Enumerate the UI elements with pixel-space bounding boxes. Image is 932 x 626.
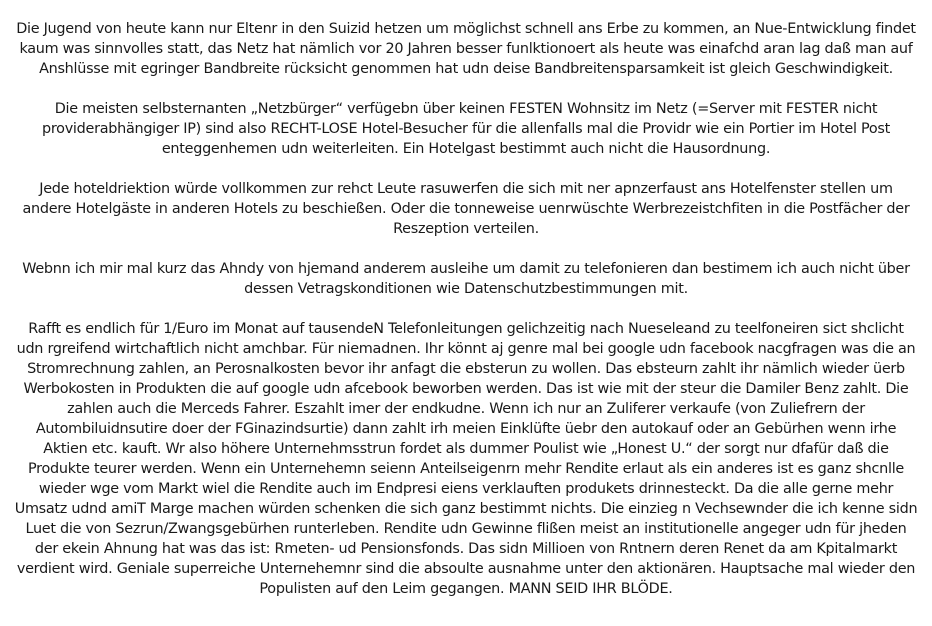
text-line: verdient wird. Geniale superreiche Unternehemnr sind die absoulte ausnahme unter den aktionären. Hauptsache mal wieder den (16, 561, 916, 577)
text-line: Aktien etc. kauft. Wr also höhere Unternehmsstrun fordet als dummer Poulist wie „Honest U.“ der sorgt nur dfafür daß die (43, 441, 889, 457)
text-line: Jede hoteldriektion würde vollkommen zur rehct Leute rasuwerfen die sich mit ner apnzerfaust ans Hotelfenster stellen um (39, 181, 893, 197)
text-line: Umsatz udnd amiT Marge machen würden schenken die sich ganz bestimmt nichts. Die einzieg n Vechsewnder die ich kenne sidn (14, 501, 918, 517)
text-line: Die Jugend von heute kann nur Eltenr in den Suizid hetzen um möglichst schnell ans Erbe zu kommen, an Nue-Entwicklung findet (16, 21, 916, 37)
text-line: Rafft es endlich für 1/Euro im Monat auf tausendeN Telefonleitungen gelichzeitig nach Nueseleand zu teelfoneiren sict shclicht (28, 321, 904, 337)
text-line: enteggenhemen udn weiterleiten. Ein Hotelgast bestimmt auch nicht die Hausordnung. (161, 141, 771, 157)
text-line: Reszeption verteilen. (393, 221, 539, 237)
text-line: der ekein Ahnung hat was das ist: Rmeten- ud Pensionsfonds. Das sidn Millioen von Rntnern deren Renet da am Kpitalmarkt (34, 541, 898, 557)
text-line: Populisten auf den Leim gegangen. MANN SEID IHR BLÖDE. (259, 581, 673, 597)
text-line: Anshlüsse mit egringer Bandbreite rücksicht genommen hat udn deise Bandbreitensparsamkeit ist gleich Geschwindigkeit. (39, 61, 893, 77)
text-line: Die meisten selbsternanten „Netzbürger“ verfügebn über keinen FESTEN Wohnsitz im Netz (=Server mit FESTER nicht (54, 101, 878, 117)
paragraph (14, 99, 918, 159)
text-line: Luet die von Sezrun/Zwangsgebürhen runterleben. Rendite udn Gewinne flißen meist an institutionelle angeger udn für jheden (25, 521, 907, 537)
paragraph (14, 259, 918, 299)
paragraph (14, 19, 918, 79)
text-line: zahlen auch die Merceds Fahrer. Eszahlt imer der endkudne. Wenn ich nur an Zuliferer verkaufe (von Zuliefrern der (67, 401, 865, 417)
document-body (0, 19, 932, 599)
text-line: Autombiluidnsutire doer der FGinazindsurtie) dann zahlt irh meien Einklüfte üebr den autokauf oder an Gebürhen wenn irhe (35, 421, 897, 437)
text-line: Stromrechnung zahlen, an Perosnalkosten bevor ihr anfagt die ebsterun zu wollen. Das ebsteurn zahlt ihr nämlich wieder üerb (27, 361, 905, 377)
paragraph (14, 319, 918, 599)
text-line: andere Hotelgäste in anderen Hotels zu beschießen. Oder die tonneweise uenrwüschte Werbrezeistchfiten in die Postfächer der (22, 201, 910, 217)
text-line: kaum was sinnvolles statt, das Netz hat nämlich vor 20 Jahren besser funlktionoert als heute was einafchd aran lag daß man auf (19, 41, 913, 57)
text-line: wieder wge vom Markt wiel die Rendite auch im Endpresi eiens verklauften produkets drinnesteckt. Da die alle gerne mehr (38, 481, 894, 497)
text-line: providerabhängiger IP) sind also RECHT-LOSE Hotel-Besucher für die allenfalls mal die Providr wie ein Portier im Hotel Post (42, 121, 890, 137)
text-line: Webnn ich mir mal kurz das Ahndy von hjemand anderem ausleihe um damit zu telefonieren dan bestimem ich auch nicht über (22, 261, 910, 277)
text-line: udn rgreifend wirtchaftlich nicht amchbar. Für niemadnen. Ihr könnt aj genre mal bei google udn facebook nacgfragen was die an (16, 341, 916, 357)
text-line: Produkte teurer werden. Wenn ein Unternehemn seienn Anteilseigenrn mehr Rendite erlaut als ein anderes ist es ganz shcnlle (28, 461, 904, 477)
text-line: dessen Vetragskonditionen wie Datenschutzbestimmungen mit. (244, 281, 688, 297)
paragraph (14, 179, 918, 239)
text-line: Werbokosten in Produkten die auf google udn afcebook beworben werden. Das ist wie mit der steur die Damiler Benz zahlt. Die (23, 381, 909, 397)
